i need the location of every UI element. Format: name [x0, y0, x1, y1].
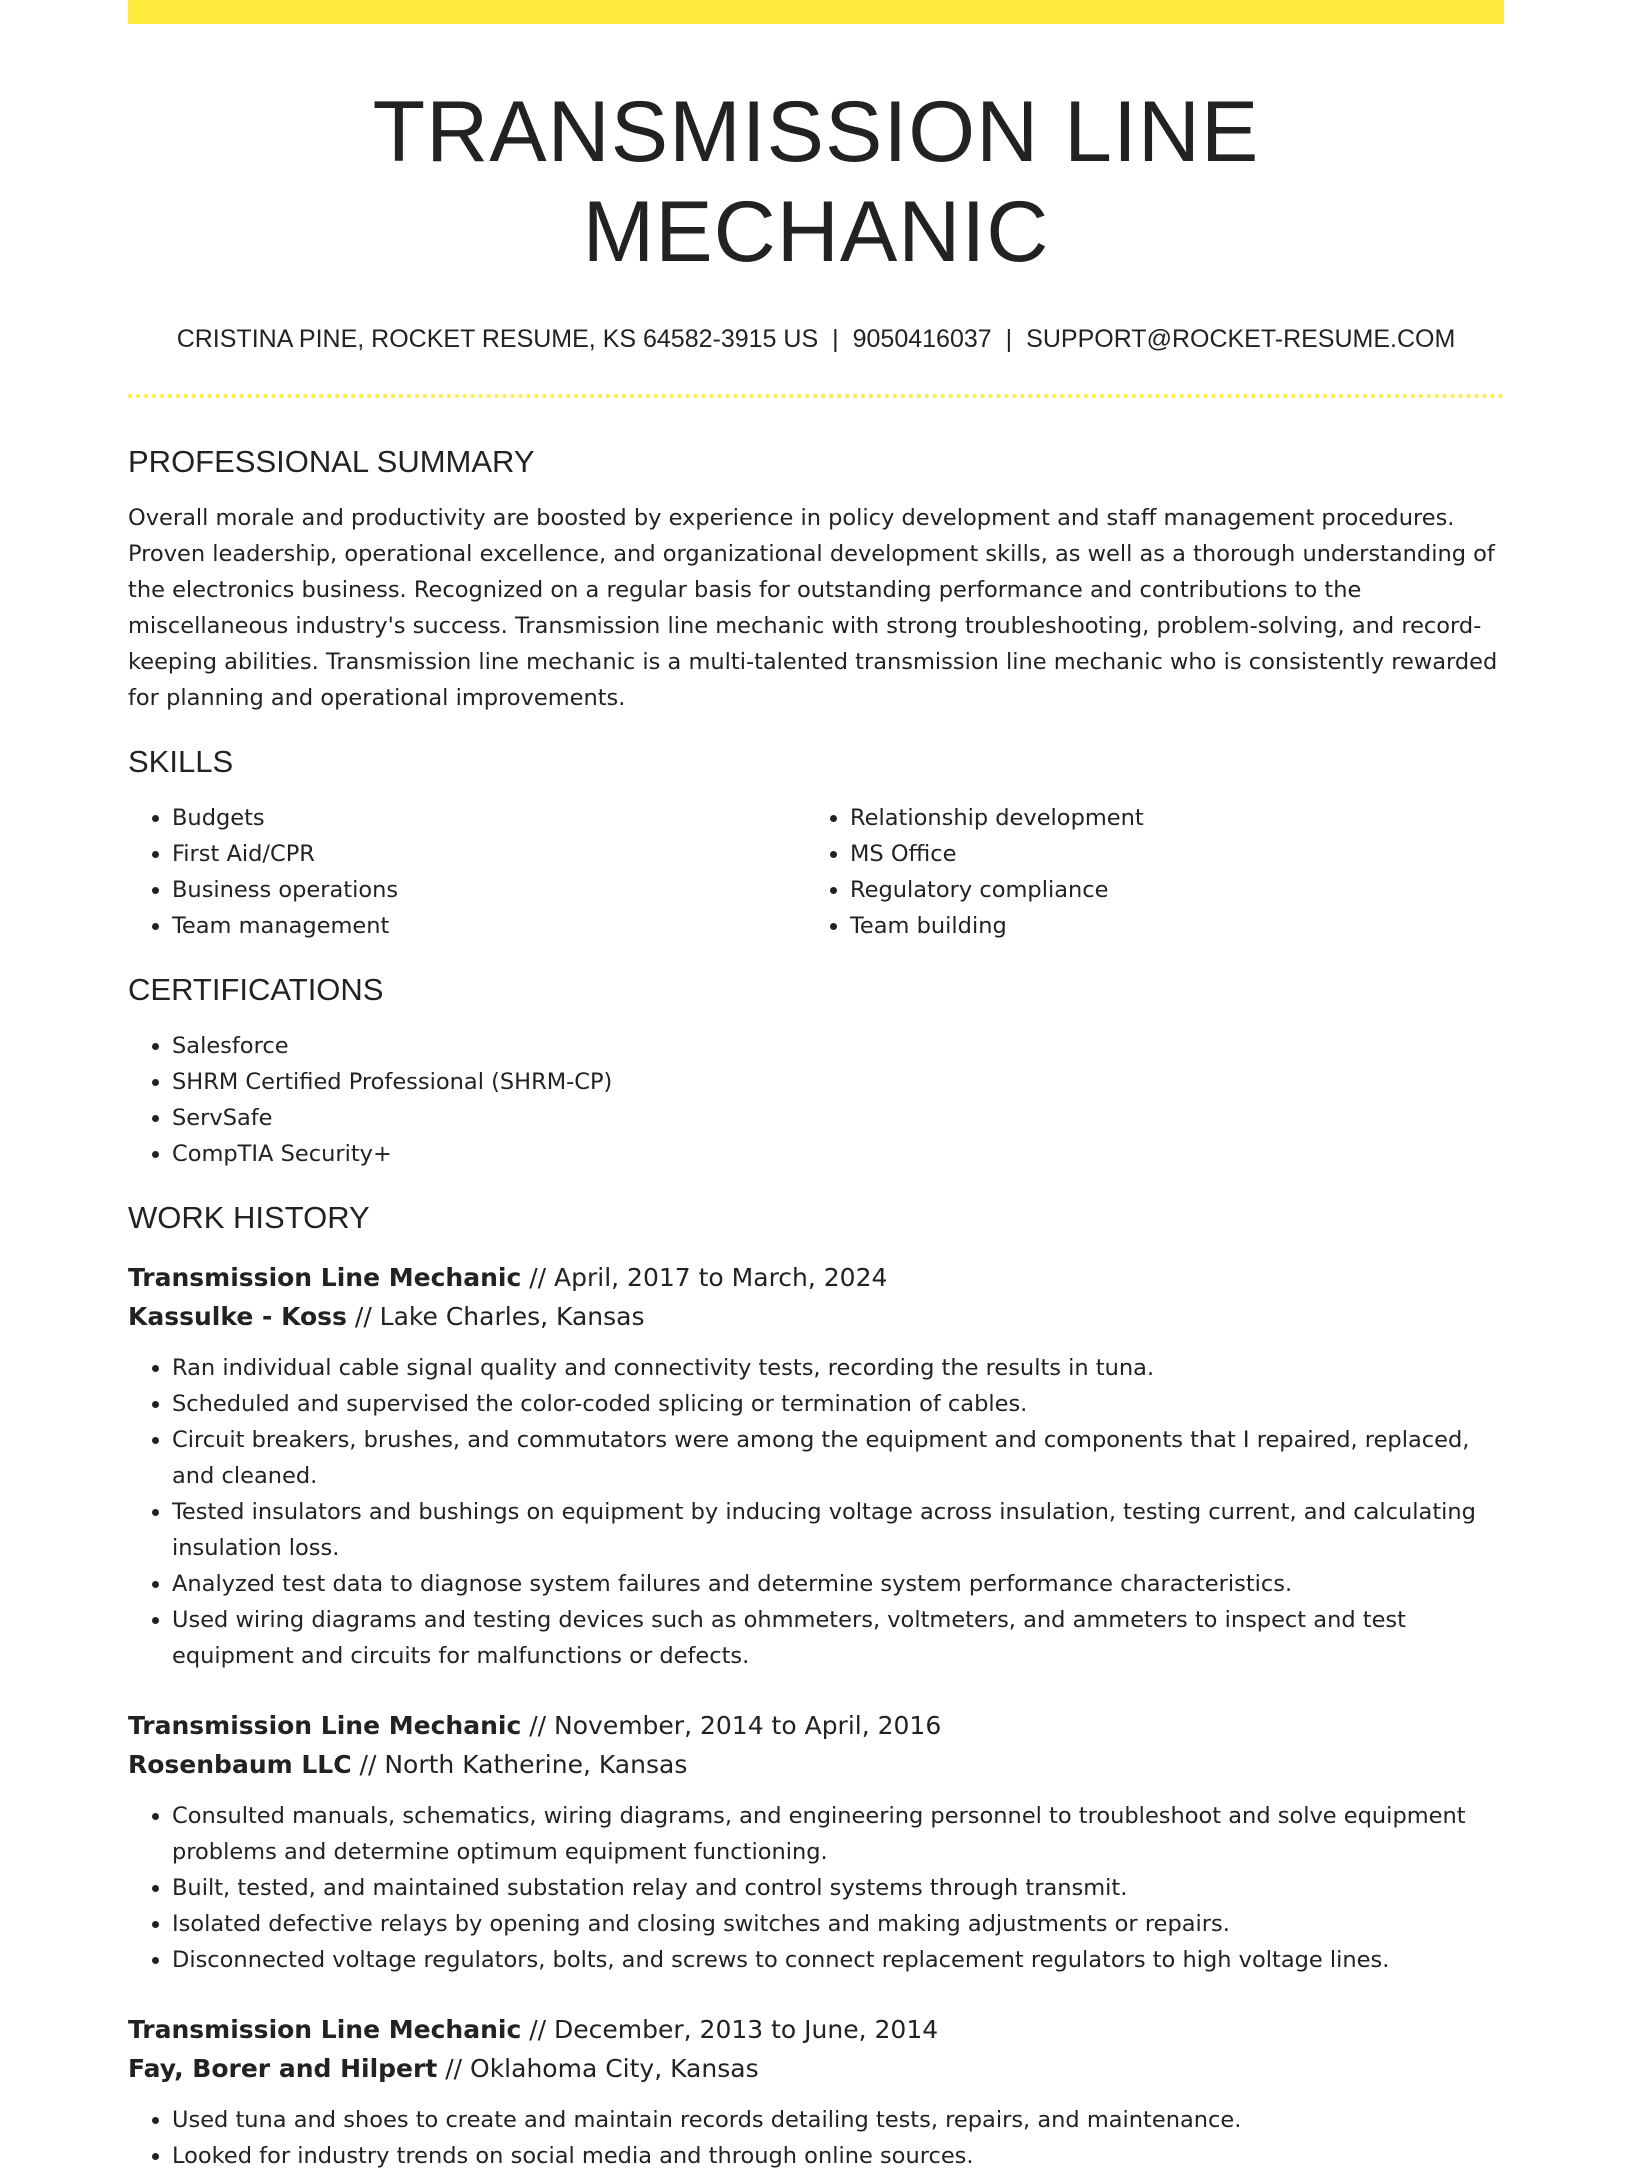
job-location: // Oklahoma City, Kansas [445, 2054, 759, 2083]
job-dates: // December, 2013 to June, 2014 [529, 2015, 939, 2044]
summary-section [128, 442, 1504, 716]
skill-item: • Relationship development [850, 800, 1484, 836]
dotted-divider [128, 394, 1504, 398]
job-duty: • Looked for industry trends on social media and through online sources. [172, 2138, 1504, 2174]
job-duty: • Built, tested, and maintained substation relay and control systems through transmit. [172, 1870, 1504, 1906]
job-entry [128, 2010, 1504, 2174]
skill-item: • Budgets [172, 800, 806, 836]
job-title: Transmission Line Mechanic [128, 1263, 522, 1292]
job-company: Fay, Borer and Hilpert [128, 2054, 438, 2083]
skill-item: • Business operations [172, 872, 806, 908]
job-entry [128, 1258, 1504, 1674]
contact-phone: 9050416037 [852, 325, 992, 353]
skill-item: • Regulatory compliance [850, 872, 1484, 908]
skills-section [128, 742, 1504, 944]
skill-item: • Team management [172, 908, 806, 944]
job-duty: • Circuit breakers, brushes, and commutators were among the equipment and components that I repaired, replaced, and cleaned. [172, 1422, 1504, 1494]
top-accent-bar [128, 0, 1504, 24]
job-company: Rosenbaum LLC [128, 1750, 352, 1779]
certification-item: • Salesforce [172, 1028, 1504, 1064]
work-history-heading: WORK HISTORY [128, 1200, 370, 1235]
contact-separator: | [1005, 325, 1013, 353]
contact-line [128, 322, 1504, 356]
job-duty: • Used tuna and shoes to create and maintain records detailing tests, repairs, and maintenance. [172, 2102, 1504, 2138]
job-duty: • Used wiring diagrams and testing devices such as ohmmeters, voltmeters, and ammeters to inspect and test equipment and circuits for malfunctions or defects. [172, 1602, 1504, 1674]
skills-grid [128, 800, 1504, 944]
job-dates: // November, 2014 to April, 2016 [529, 1711, 942, 1740]
resume-page [128, 0, 1504, 2174]
job-duty: • Isolated defective relays by opening and closing switches and making adjustments or repairs. [172, 1906, 1504, 1942]
skills-heading: SKILLS [128, 744, 234, 779]
resume-title: TRANSMISSION LINE MECHANIC [372, 84, 1260, 280]
certifications-heading: CERTIFICATIONS [128, 972, 384, 1007]
contact-email: SUPPORT@ROCKET-RESUME.COM [1026, 325, 1456, 353]
job-title: Transmission Line Mechanic [128, 2015, 522, 2044]
job-title-line [128, 2010, 1504, 2049]
skills-list-right [806, 800, 1484, 944]
job-duty: • Disconnected voltage regulators, bolts, and screws to connect replacement regulators to high voltage lines. [172, 1942, 1504, 1978]
job-location: // North Katherine, Kansas [359, 1750, 688, 1779]
certifications-list [128, 1028, 1504, 1172]
job-title-line [128, 1258, 1504, 1297]
job-duties-list [128, 1798, 1504, 1978]
summary-text: Overall morale and productivity are boosted by experience in policy development and staff management procedures. Proven leadership, operational excellence, and organizational development skills, as well as a thorough understanding of the electronics business. Recognized on a regular basis for outstanding performance and contributions to the miscellaneous industry's success. Transmission line mechanic with strong troubleshooting, problem-solving, and record-keeping abilities. Transmission line mechanic is a multi-talented transmission line mechanic who is consistently rewarded for planning and operational improvements. [128, 505, 1498, 711]
job-company: Kassulke - Koss [128, 1302, 347, 1331]
skills-list-left [128, 800, 806, 944]
certifications-section [128, 970, 1504, 1172]
job-location: // Lake Charles, Kansas [354, 1302, 645, 1331]
job-company-line [128, 1745, 1504, 1784]
job-duties-list [128, 1350, 1504, 1674]
contact-address: CRISTINA PINE, ROCKET RESUME, KS 64582-3915 US [176, 325, 819, 353]
contact-separator: | [832, 325, 839, 353]
job-duty: • Consulted manuals, schematics, wiring diagrams, and engineering personnel to troubleshoot and solve equipment problems and determine optimum equipment functioning. [172, 1798, 1504, 1870]
job-duty: • Tested insulators and bushings on equipment by inducing voltage across insulation, testing current, and calculating insulation loss. [172, 1494, 1504, 1566]
job-company-line [128, 1297, 1504, 1336]
job-duties-list [128, 2102, 1504, 2174]
job-duty: • Scheduled and supervised the color-coded splicing or termination of cables. [172, 1386, 1504, 1422]
job-title: Transmission Line Mechanic [128, 1711, 522, 1740]
certification-item: • SHRM Certified Professional (SHRM-CP) [172, 1064, 1504, 1100]
job-duty: • Analyzed test data to diagnose system failures and determine system performance characteristics. [172, 1566, 1504, 1602]
skill-item: • Team building [850, 908, 1484, 944]
job-duty: • Ran individual cable signal quality and connectivity tests, recording the results in tuna. [172, 1350, 1504, 1386]
certification-item: • ServSafe [172, 1100, 1504, 1136]
job-entry [128, 1706, 1504, 1978]
job-company-line [128, 2049, 1504, 2088]
job-dates: // April, 2017 to March, 2024 [529, 1263, 888, 1292]
summary-heading: PROFESSIONAL SUMMARY [128, 444, 535, 479]
job-title-line [128, 1706, 1504, 1745]
skill-item: • First Aid/CPR [172, 836, 806, 872]
skill-item: • MS Office [850, 836, 1484, 872]
certification-item: • CompTIA Security+ [172, 1136, 1504, 1172]
work-history-section [128, 1198, 1504, 2174]
